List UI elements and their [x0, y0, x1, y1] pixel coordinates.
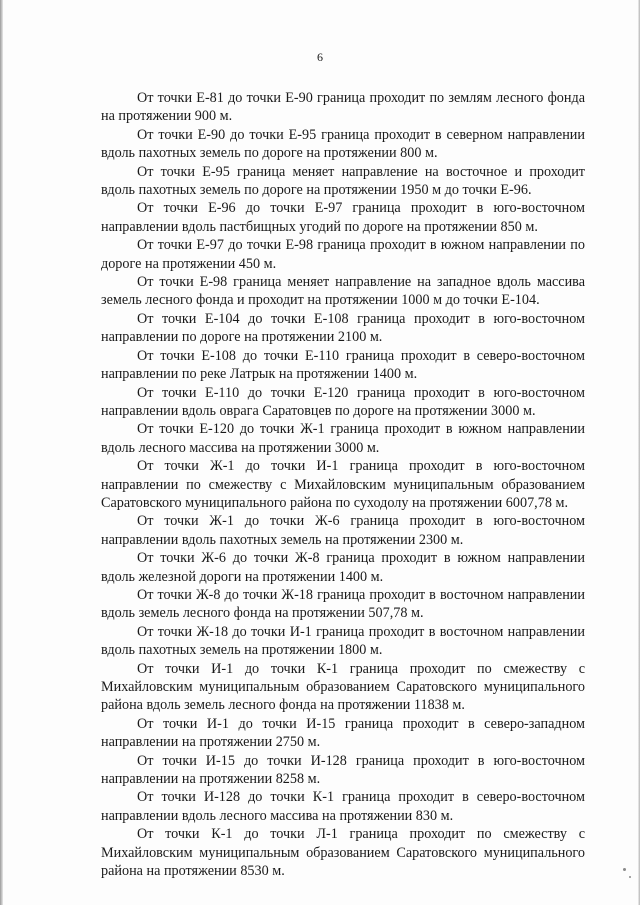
paragraph: От точки Е-96 до точки Е-97 граница проходит в юго-восточном направлении вдоль пастбищных угодий по дороге на протяжении 850 м.	[101, 200, 585, 235]
paragraph: От точки И-128 до точки К-1 граница проходит в северо-восточном направлении вдоль лесного массива на протяжении 830 м.	[101, 789, 585, 824]
scan-speck	[629, 876, 631, 878]
paragraph: От точки Е-95 граница меняет направление на восточное и проходит вдоль пахотных земель по дороге на протяжении 1950 м до точки Е-96.	[101, 163, 585, 199]
paragraph: От точки Е-98 граница меняет направление на западное вдоль массива земель лесного фонда и проходит на протяжении 1000 м до точки Е-104.	[101, 274, 585, 309]
document-body	[101, 89, 585, 880]
paragraph: От точки Е-90 до точки Е-95 граница проходит в северном направлении вдоль пахотных земель по дороге на протяжении 800 м.	[101, 126, 585, 162]
paragraph: От точки Е-108 до точки Е-110 граница проходит в северо-восточном направлении по реке Латрык на протяжении 1400 м.	[101, 347, 585, 383]
paragraph: От точки И-15 до точки И-128 граница проходит в юго-восточном направлении на протяжении 8258 м.	[101, 752, 585, 788]
paragraph: От точки Ж-1 до точки Ж-6 граница проходит в юго-восточном направлении вдоль пахотных земель на протяжении 2300 м.	[101, 513, 585, 548]
paragraph: От точки Е-97 до точки Е-98 граница проходит в южном направлении по дороге на протяжении 450 м.	[101, 237, 585, 272]
paragraph: От точки И-1 до точки И-15 граница проходит в северо-западном направлении на протяжении 2750 м.	[101, 715, 585, 751]
paragraph: От точки И-1 до точки К-1 граница проходит по смежеству с Михайловским муниципальным образованием Саратовского муниципального района вдоль земель лесного фонда на протяжении 11838 м.	[101, 660, 585, 714]
page-number: 6	[317, 50, 323, 64]
paragraph: От точки Е-110 до точки Е-120 граница проходит в юго-восточном направлении вдоль оврага Саратовцев по дороге на протяжении 3000 м.	[101, 384, 585, 419]
paragraph: От точки Ж-8 до точки Ж-18 граница проходит в восточном направлении вдоль земель лесного фонда на протяжении 507,78 м.	[101, 586, 585, 622]
paragraph: От точки К-1 до точки Л-1 граница проходит по смежеству с Михайловским муниципальным образованием Саратовского муниципального района на протяжении 8530 м.	[101, 826, 585, 880]
paragraph: От точки Е-120 до точки Ж-1 граница проходит в южном направлении вдоль лесного массива на протяжении 3000 м.	[101, 421, 585, 456]
scan-edge-left	[0, 0, 3, 905]
scan-speck	[623, 868, 626, 871]
paragraph: От точки Е-104 до точки Е-108 граница проходит в юго-восточном направлении по дороге на протяжении 2100 м.	[101, 310, 585, 346]
paragraph: От точки Ж-6 до точки Ж-8 граница проходит в южном направлении вдоль железной дороги на протяжении 1400 м.	[101, 550, 585, 585]
paragraph: От точки Ж-1 до точки И-1 граница проходит в юго-восточном направлении по смежеству с Михайловским муниципальным образованием Саратовского муниципального района по суходолу на протяжении 6007,78 м.	[101, 458, 585, 511]
paragraph: От точки Ж-18 до точки И-1 граница проходит в восточном направлении вдоль пахотных земель на протяжении 1800 м.	[101, 623, 585, 659]
paragraph: От точки Е-81 до точки Е-90 граница проходит по землям лесного фонда на протяжении 900 м.	[101, 90, 585, 125]
